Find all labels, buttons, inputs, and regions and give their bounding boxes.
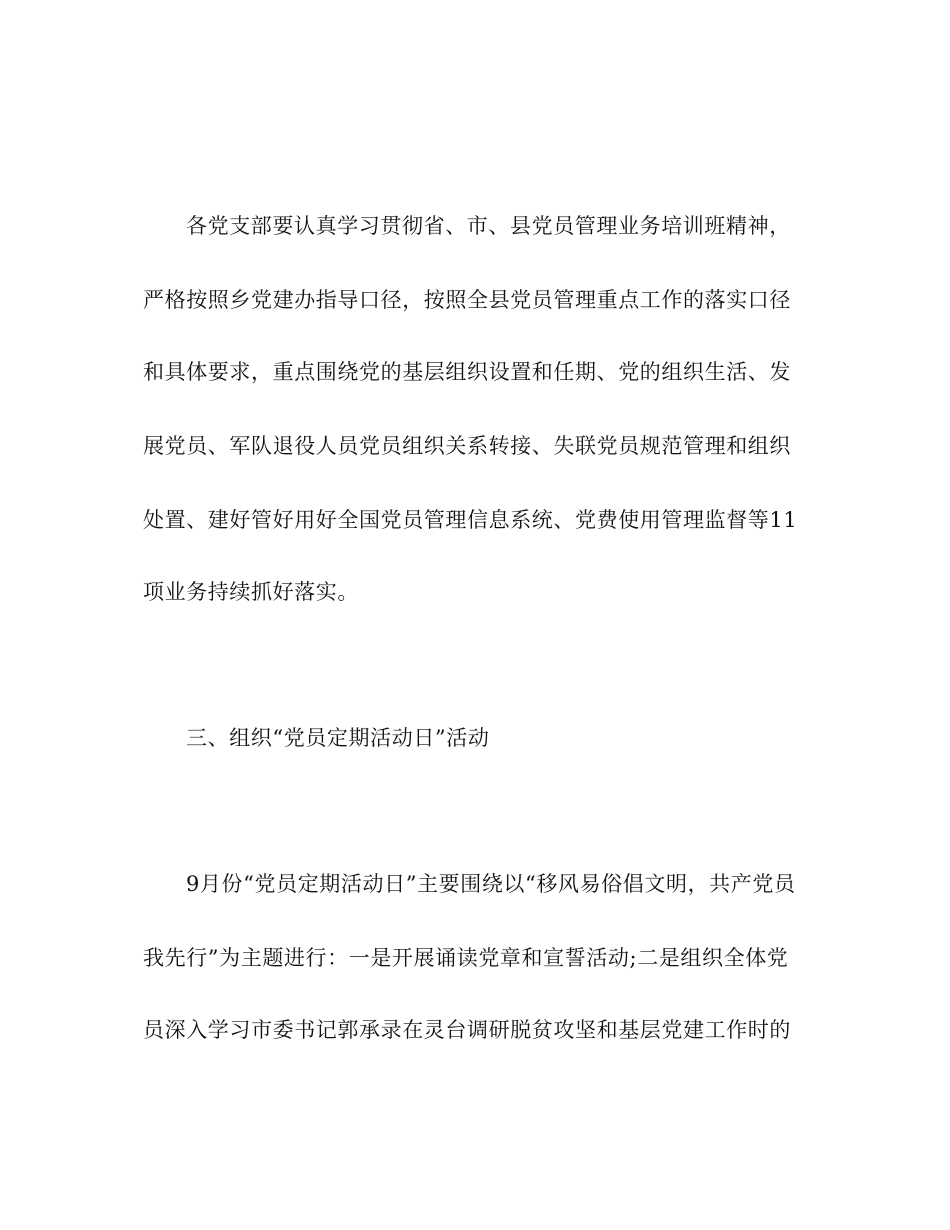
paragraph-2-line-2: 我先行”为主题进行：一是开展诵读党章和宣誓活动;二是组织全体党 xyxy=(143,946,789,970)
paragraph-2-line-1: 9月份“党员定期活动日”主要围绕以“移风易俗倡文明，共产党员 xyxy=(186,872,796,896)
paragraph-2-line-3: 员深入学习市委书记郭承录在灵台调研脱贫攻坚和基层党建工作时的 xyxy=(143,1018,791,1042)
paragraph-1-line-4: 展党员、军队退役人员党员组织关系转接、失联党员规范管理和组织 xyxy=(143,434,791,458)
paragraph-1-line-5: 处置、建好管好用好全国党员管理信息系统、党费使用管理监督等11 xyxy=(143,508,798,532)
paragraph-1-line-6: 项业务持续抓好落实。 xyxy=(143,580,359,604)
paragraph-1-line-1: 各党支部要认真学习贯彻省、市、县党员管理业务培训班精神， xyxy=(186,214,791,238)
section-heading-3: 三、组织“党员定期活动日”活动 xyxy=(186,726,490,750)
paragraph-1-line-2: 严格按照乡党建办指导口径，按照全县党员管理重点工作的落实口径 xyxy=(143,288,791,312)
paragraph-1-line-3: 和具体要求，重点围绕党的基层组织设置和任期、党的组织生活、发 xyxy=(143,360,791,384)
